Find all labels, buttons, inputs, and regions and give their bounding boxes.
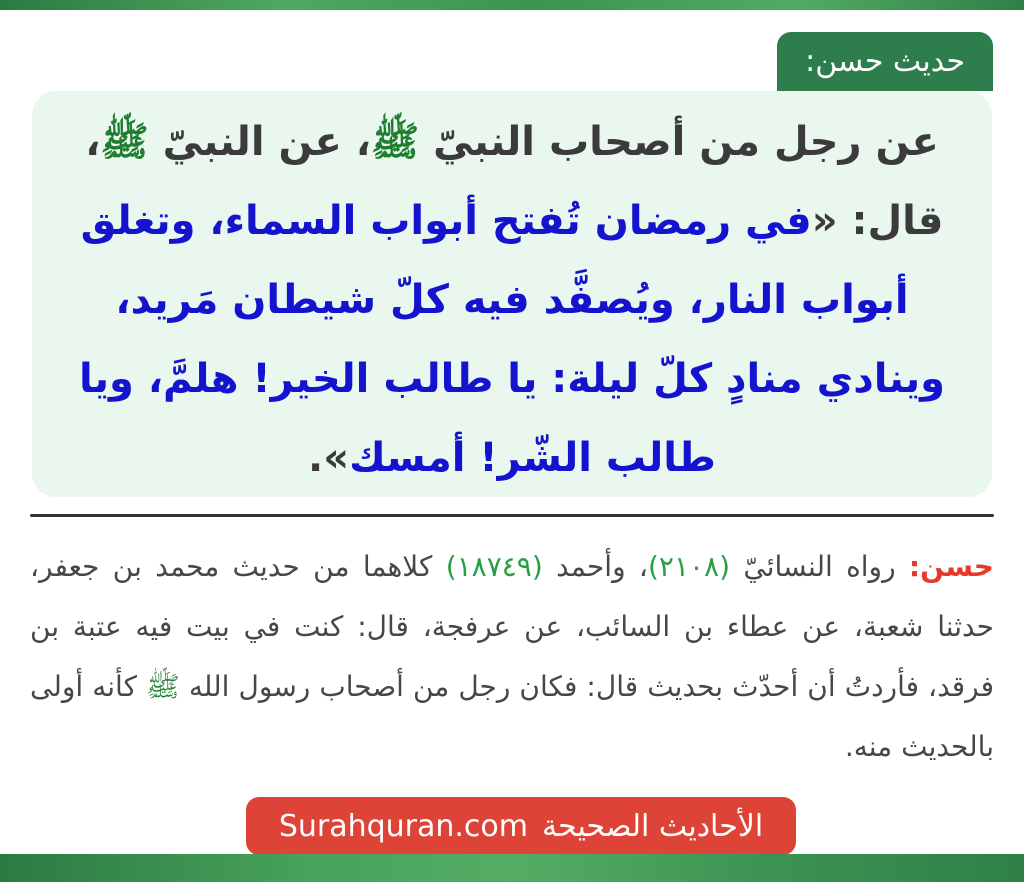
text-segment: كلاهما من حديث محمد بن جعفر، حدثنا شعبة، عن عطاء بن السائب، عن عرفجة، قال: كنت في بيت فيه عتبة بن فرقد، فأردتُ أن أحدّث بحديث قال: فكان رجل من أصحاب رسول الله xyxy=(30,550,994,703)
text-segment: عن رجل من أصحاب النبيّ xyxy=(419,119,939,165)
pbuh-symbol: ﷺ xyxy=(145,670,180,703)
pbuh-symbol: ﷺ xyxy=(100,119,149,165)
text-segment: ». xyxy=(308,435,350,481)
hadith-grade-badge-label: حديث حسن: xyxy=(805,44,965,79)
text-segment: كأنه أولى بالحديث منه. xyxy=(30,670,994,763)
pbuh-symbol: ﷺ xyxy=(370,119,420,165)
horizontal-divider xyxy=(30,514,994,517)
website-domain-label: Surahquran.com xyxy=(278,808,528,844)
hadith-text xyxy=(79,119,945,481)
website-arabic-label: الأحاديث الصحيحة xyxy=(542,808,764,844)
text-segment: رواه النسائيّ xyxy=(730,550,909,583)
ahmad-hadith-number: (١٨٧٤٩) xyxy=(445,550,543,583)
text-segment: ، قال: « xyxy=(85,119,944,244)
nasai-hadith-number: (٢١٠٨) xyxy=(647,550,731,583)
hadith-reference-paragraph xyxy=(30,537,994,787)
website-link-button[interactable] xyxy=(246,797,796,855)
hadith-text-box xyxy=(32,91,992,497)
hadith-grade-badge xyxy=(777,32,993,91)
text-segment: ، عن النبيّ xyxy=(148,119,371,165)
text-segment: ، وأحمد xyxy=(542,550,648,583)
top-green-bar xyxy=(0,0,1024,10)
reference-text xyxy=(30,550,994,763)
text-segment: في رمضان تُفتح أبواب السماء، وتغلق أبواب النار، ويُصفَّد فيه كلّ شيطان مَريد، وينادي منادٍ كلّ ليلة: يا طالب الخير! هلمَّ، ويا طالب الشّر! أمسك xyxy=(79,198,945,481)
grade-label: حسن: xyxy=(908,550,994,583)
bottom-green-bar xyxy=(0,854,1024,882)
